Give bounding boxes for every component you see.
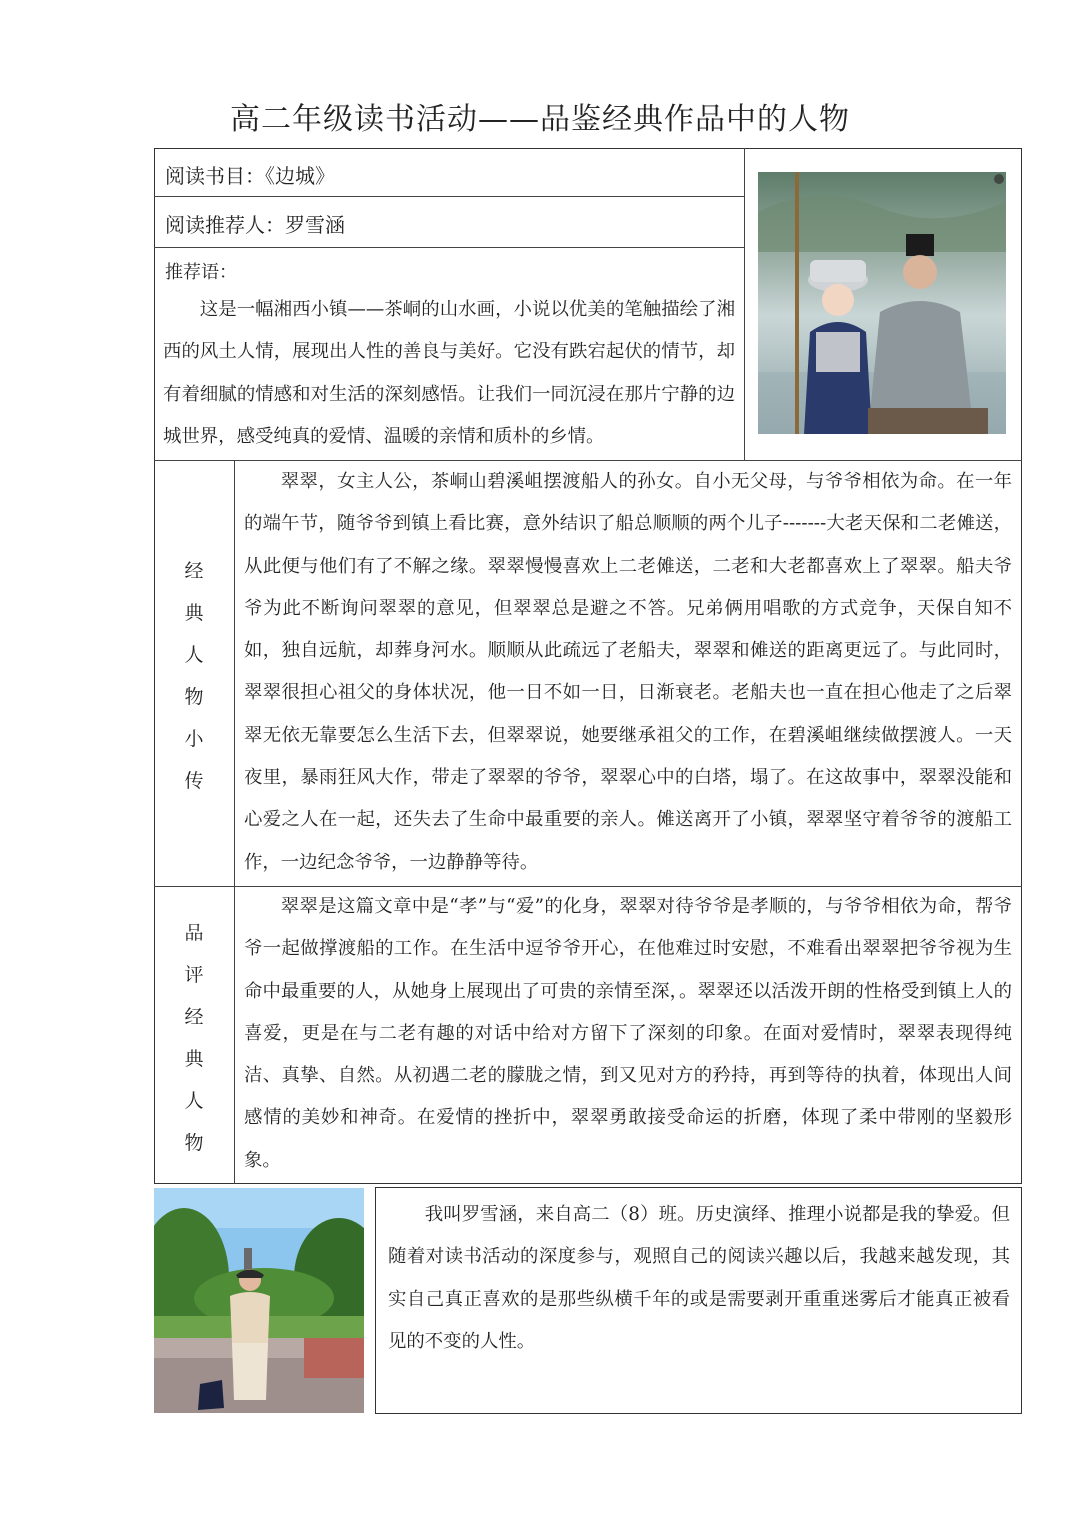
recommender-photo	[154, 1188, 364, 1413]
bio-label-char: 典	[184, 602, 204, 624]
page-title: 高二年级读书活动——品鉴经典作品中的人物	[230, 102, 850, 137]
review-text: 翠翠是这篇文章中是“孝”与“爱”的化身，翠翠对待爷爷是孝顺的，与爷爷相依为命，帮爷爷一起做撑渡船的工作。在生活中逗爷爷开心，在他难过时安慰，不难看出翠翠把爷爷视为生命中最重要的人，从她身上展现出了可贵的亲情至深，。翠翠还以活泼开朗的性格受到镇上人的喜爱，更是在与二老有趣的对话中给对方留下了深刻的印象。在面对爱情时，翠翠表现得纯洁、真挚、自然。从初遇二老的朦胧之情，到又见对方的矜持，再到等待的执着，体现出人间感情的美妙和神奇。在爱情的挫折中，翠翠勇敢接受命运的折磨，体现了柔中带刚的坚毅形象。	[244, 896, 1012, 1171]
bio-label-char: 小	[184, 728, 204, 750]
review-label-char: 人	[184, 1090, 204, 1112]
bio-text: 翠翠，女主人公，茶峒山碧溪岨摆渡船人的孙女。自小无父母，与爷爷相依为命。在一年的端午节，随爷爷到镇上看比赛，意外结识了船总顺顺的两个儿子-------大老天保和二老傩送，从此便与他们有了不解之缘。翠翠慢慢喜欢上二老傩送，二老和大老都喜欢上了翠翠。船夫爷爷为此不断询问翠翠的意见，但翠翠总是避之不答。兄弟俩用唱歌的方式竞争，天保自知不如，独自远航，却葬身河水。顺顺从此疏远了老船夫，翠翠和傩送的距离更远了。与此同时，翠翠很担心祖父的身体状况，他一日不如一日，日渐衰老。老船夫也一直在担心他走了之后翠翠无依无靠要怎么生活下去，但翠翠说，她要继承祖父的工作，在碧溪岨继续做摆渡人。一天夜里，暴雨狂风大作，带走了翠翠的爷爷，翠翠心中的白塔，塌了。在这故事中，翠翠没能和心爱之人在一起，还失去了生命中最重要的亲人。傩送离开了小镇，翠翠坚守着爷爷的渡船工作，一边纪念爷爷，一边静静等待。	[244, 471, 1012, 873]
divider	[744, 148, 745, 460]
bio-label-char: 传	[184, 770, 204, 792]
review-section-label	[174, 918, 214, 1170]
intro-text: 我叫罗雪涵，来自高二（8）班。历史演绎、推理小说都是我的挚爱。但随着对读书活动的深度参与，观照自己的阅读兴趣以后，我越来越发现，其实自己真正喜欢的是那些纵横千年的或是需要剥开重重迷雾后才能真正被看见的不变的人性。	[388, 1204, 1010, 1352]
bio-label-char: 经	[184, 560, 204, 582]
book-illustration	[758, 172, 1006, 434]
recommend-text: 这是一幅湘西小镇——茶峒的山水画，小说以优美的笔触描绘了湘西的风土人情，展现出人性的善良与美好。它没有跌宕起伏的情节，却有着细腻的情感和对生活的深刻感悟。让我们一同沉浸在那片宁静的边城世界，感受纯真的爱情、温暖的亲情和质朴的乡情。	[163, 299, 735, 447]
book-title: 阅读书目：《边城》	[165, 164, 335, 188]
divider	[154, 247, 744, 248]
bio-label-char: 人	[184, 644, 204, 666]
recommend-label: 推荐语：	[165, 262, 237, 283]
review-label-char: 经	[184, 1006, 204, 1028]
review-label-char: 典	[184, 1048, 204, 1070]
divider	[154, 196, 744, 197]
bio-label-char: 物	[184, 686, 204, 708]
review-label-char: 评	[184, 964, 204, 986]
recommender: 阅读推荐人：罗雪涵	[165, 213, 345, 237]
divider	[234, 460, 235, 1184]
bio-section-label	[174, 556, 214, 808]
review-label-char: 品	[184, 922, 204, 944]
review-label-char: 物	[184, 1132, 204, 1154]
